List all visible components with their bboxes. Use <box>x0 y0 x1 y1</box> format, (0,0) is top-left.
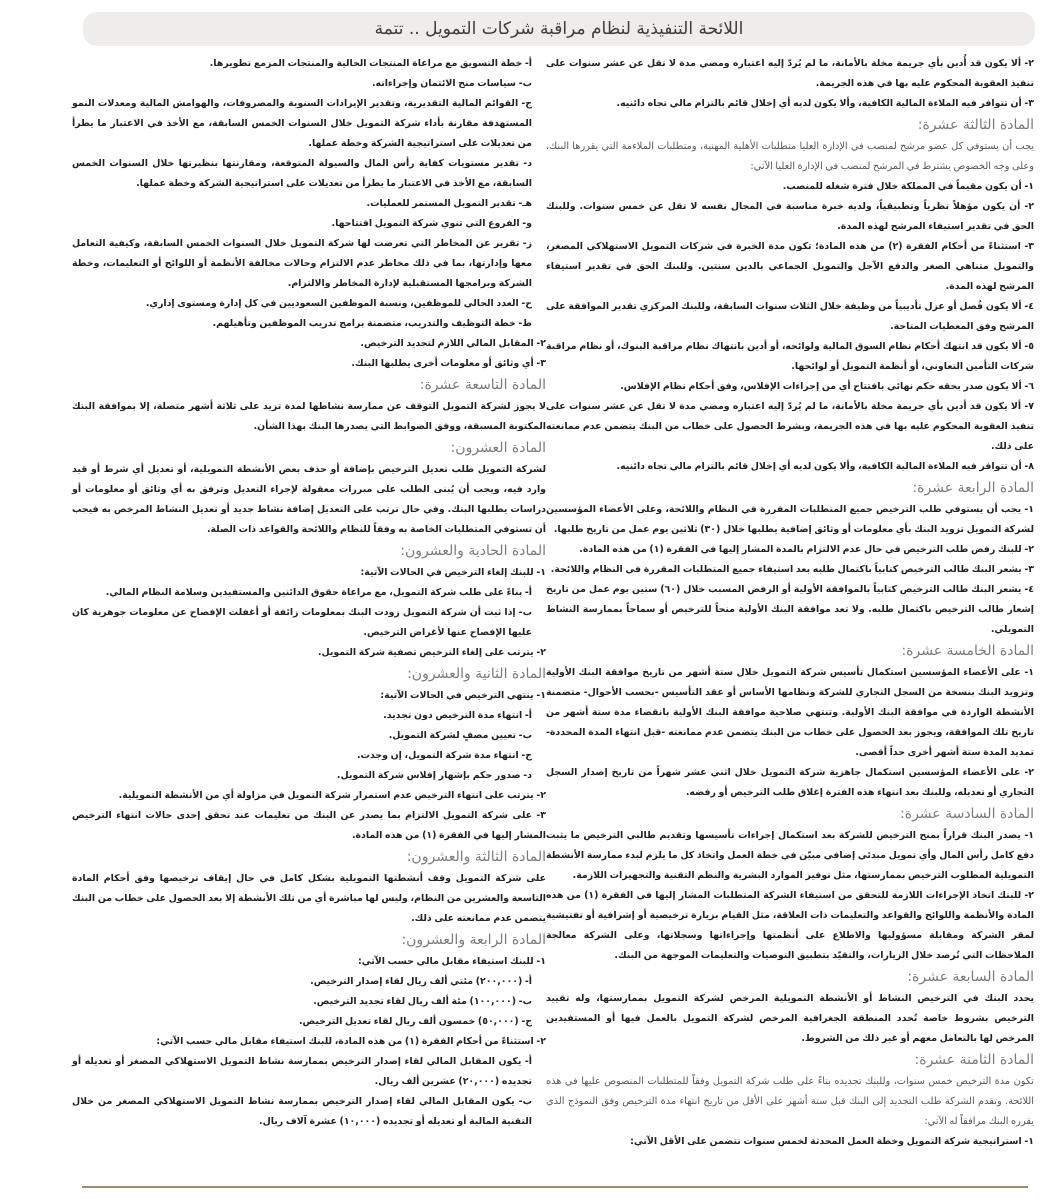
paragraph: ٤- ألا يكون فُصل أو عزل تأديبياً من وظيفة خلال الثلاث سنوات السابقة، وللبنك المركزي تقدير الموافقة على المرشح وفق المعطيات المتاحة. <box>546 301 1034 332</box>
paragraph: ١- يجب أن يستوفي طلب الترخيص جميع المتطلبات المقررة في النظام واللائحة، وعلى الأعضاء المؤسسين لشركة التمويل تزويد البنك بأي معلومات أو وثائق إضافية يطلبها خلال (٣٠) ثلاثين يوم عمل من تاريخ طلبها. <box>546 504 1034 535</box>
article-heading: المادة الخامسة عشرة: <box>901 643 1034 659</box>
paragraph: ٢- يترتب على إلغاء الترخيص تصفية شركة التمويل. <box>317 647 546 658</box>
sub-item: أ- (٢٠٠,٠٠٠) مئتي ألف ريال لقاء إصدار الترخيص. <box>310 976 532 987</box>
sub-item: أ- خطة التسويق مع مراعاة المنتجات الحالية والمنتجات المزمع تطويرها. <box>209 58 532 69</box>
page-title: اللائحة التنفيذية لنظام مراقبة شركات التمويل .. تتمة <box>374 19 744 39</box>
sub-item: أ- بناءً على طلب شركة التمويل، مع مراعاة حقوق الدائنين والمستفيدين وسلامة النظام المالي. <box>105 587 532 598</box>
sub-item: د- صدور حكم بإشهار إفلاس شركة التمويل. <box>336 770 532 781</box>
article-heading: المادة الثانية والعشرون: <box>407 666 546 682</box>
paragraph: ٣- على شركة التمويل الالتزام بما يصدر عن البنك من تعليمات عند تحقق إحدى حالات انتهاء الترخيص المشار إليها في الفقرة (١) من هذه المادة. <box>72 810 546 841</box>
article-heading: المادة السابعة عشرة: <box>907 969 1034 985</box>
paragraph: ٣- أي وثائق أو معلومات أخرى يطلبها البنك. <box>351 358 546 369</box>
page-title-bar <box>83 12 1035 46</box>
sub-item: ب- يكون المقابل المالي لقاء إصدار الترخيص بممارسة نشاط التمويل الاستهلاكي المصغر من خلال التقنية المالية أو تعديله أو تجديده (١٠,٠٠٠) عشرة آلاف ريال. <box>72 1096 532 1127</box>
paragraph: لشركة التمويل طلب تعديل الترخيص بإضافة أو حذف بعض الأنشطة التمويلية، أو تعديل أي شرط أو قيد وارد فيه، ويجب أن يُبنى الطلب على مبررات معقولة لإجراء التعديل وترفق به أي وثائق أو معلومات أو دراسات يطلبها البنك. وفي حال ترتب على التعديل إضافة نشاط جديد أو تعديل النشاط المرخص به فيجب أن تستوفي المتطلبات الخاصة به وفقاً للنظام واللائحة والقواعد ذات الصلة. <box>72 464 546 535</box>
sub-item: د- تقدير مستويات كفاية رأس المال والسيولة المتوقعة، ومقارنتها بنظيرتها خلال السنوات الخمس السابقة، مع الأخذ في الاعتبار ما يطرأ من تعديلات على استراتيجية الشركة وخطة عملها. <box>72 158 532 189</box>
article-heading: المادة الثالثة عشرة: <box>917 117 1034 133</box>
sub-item: ب- (١٠٠,٠٠٠) مئة ألف ريال لقاء تجديد الترخيص. <box>313 996 532 1007</box>
sub-item: ج- القوائم المالية التقديرية، وتقدير الإيرادات السنوية والمصروفات، والهوامش المالية ومعدلات النمو المستهدفة مقارنة بأداء شركة التمويل خلال السنوات الخمس السابقة، مع الأخذ في الاعتبار ما يطرأ من تعديلات على استراتيجية الشركة وخطة عملها. <box>72 98 532 149</box>
paragraph: ٣- استثناءً من أحكام الفقرة (٢) من هذه المادة؛ تكون مدة الخبرة في شركات التمويل الاستهلاكي المصغر، والتمويل متناهي الصغر والدفع الآجل والتمويل الجماعي بالدين سنتين. وللبنك الحق في تقدير استيفاء المرشح لهذه المدة. <box>546 241 1034 292</box>
paragraph: ٥- ألا يكون قد انتهك أحكام نظام السوق المالية ولوائحه، أو أدين بانتهاك نظام مراقبة البنوك، أو نظام مراقبة شركات التأمين التعاوني، أو أنظمة التمويل أو لوائحها. <box>546 341 1034 372</box>
paragraph: ١- يصدر البنك قراراً بمنح الترخيص للشركة بعد استكمال إجراءات تأسيسها وتقديم طالبي الترخيص ما يثبت دفع كامل رأس المال وأي تمويل مبدئي إضافي مبيّن في خطة العمل واتخاذ كل ما يلزم لبدء ممارسة الأنشطة التمويلية المطلوب الترخيص بممارستها، مثل توفير الموارد البشرية والنظم التقنية والتجهيزات اللازمة. <box>546 830 1034 881</box>
article-heading: المادة الحادية والعشرون: <box>400 543 546 559</box>
sub-item: ب- سياسات منح الائتمان وإجراءاته. <box>371 78 532 89</box>
paragraph: ١- للبنك إلغاء الترخيص في الحالات الآتية: <box>360 567 546 578</box>
paragraph: ٢- أن يكون مؤهلاً نظرياً وتطبيقياً، ولديه خبرة مناسبة في المجال نفسه لا تقل عن خمس سنوات. وللبنك الحق في تقدير استيفاء المرشح لهذه المدة. <box>546 201 1034 232</box>
paragraph: ٢- استثناءً من أحكام الفقرة (١) من هذه المادة، للبنك استيفاء مقابل مالي حسب الآتي: <box>156 1036 546 1047</box>
intro-paragraph: تكون مدة الترخيص خمس سنوات، وللبنك تجديده بناءً على طلب شركة التمويل وفقاً للمتطلبات المنصوص عليها في هذه اللائحة. وتقدم الشركة طلب التجديد إلى البنك قبل ستة أشهر على الأقل من تاريخ انتهاء مدة الترخيص وفق النموذج الذي يقرره البنك مرافقاً له الآتي: <box>546 1076 1034 1127</box>
paragraph: ١- للبنك استيفاء مقابل مالي حسب الآتي: <box>358 956 546 967</box>
paragraph: ٧- ألا يكون قد أدين بأي جريمة مخلة بالأمانة، ما لم يُردّ إليه اعتباره ومضي مدة لا تقل عن عشر سنوات على تنفيذ العقوبة المحكوم عليه بها في هذه الجريمة، وبشرط الحصول على خطاب من البنك يتضمن عدم ممانعته على ذلك. <box>546 401 1034 452</box>
paragraph: يحدد البنك في الترخيص النشاط أو الأنشطة التمويلية المرخص لشركة التمويل بممارستها، وله تقييد الترخيص بشروط خاصة تُحدد المنطقة الجغرافية المرخص لشركة التمويل بالعمل فيها أو المستفيدين المرخص لها بالتعامل معهم أو غير ذلك من الشروط. <box>546 993 1034 1044</box>
sub-item: ب- إذا ثبت أن شركة التمويل زودت البنك بمعلومات زائفة أو أغفلت الإفصاح عن معلومات جوهرية كان عليها الإفصاح عنها لأغراض الترخيص. <box>72 607 532 638</box>
paragraph: ٦- ألا يكون صدر بحقه حكم نهائي بافتتاح أي من إجراءات الإفلاس، وفق أحكام نظام الإفلاس. <box>620 381 1034 392</box>
article-heading: المادة الرابعة والعشرون: <box>401 932 546 948</box>
sub-item: ج- (٥٠,٠٠٠) خمسون ألف ريال لقاء تعديل الترخيص. <box>298 1016 532 1027</box>
article-heading: المادة العشرون: <box>450 440 546 456</box>
paragraph: ٢- على الأعضاء المؤسسين استكمال جاهزية شركة التمويل خلال اثني عشر شهراً من تاريخ إصدار السجل التجاري أو تعديله، وللبنك بعد انتهاء هذه الفترة إغلاق طلب الترخيص أو رفضه. <box>546 767 1034 798</box>
sub-item: و- الفروع التي تنوي شركة التمويل افتتاحها. <box>331 218 532 229</box>
paragraph: ٢- المقابل المالي اللازم لتجديد الترخيص. <box>360 338 546 349</box>
sub-item: ب- تعيين مصفٍ لشركة التمويل. <box>388 730 532 741</box>
sub-item: أ- انتهاء مدة الترخيص دون تجديد. <box>383 710 532 721</box>
paragraph: ٤- يشعر البنك طالب الترخيص كتابياً بالموافقة الأولية أو الرفض المسبب خلال (٦٠) ستين يوم عمل من تاريخ إشعار طالب الترخيص باكتمال طلبه. ولا تعد موافقة البنك الأولية منحاً للترخيص أو سماحاً بممارسة النشاط التمويلي. <box>546 584 1034 635</box>
sub-item: ج- انتهاء مدة شركة التمويل، إن وجدت. <box>356 750 532 761</box>
sub-item: ز- تقرير عن المخاطر التي تعرضت لها شركة التمويل خلال السنوات الخمس السابقة، وكيفية التعامل معها وإدارتها، بما في ذلك مخاطر عدم الالتزام وحالات مخالفة الأنظمة أو اللوائح أو التعليمات، وخطة الشركة وبرامجها المستقبلية لإدارة المخاطر والالتزام. <box>72 238 532 289</box>
paragraph: ٢- للبنك رفض طلب الترخيص في حال عدم الالتزام بالمدة المشار إليها في الفقرة (١) من هذه المادة. <box>579 544 1034 555</box>
paragraph: ١- ينتهي الترخيص في الحالات الآتية: <box>380 690 546 701</box>
paragraph: ٢- ألا يكون قد أُدين بأي جريمة مخلة بالأمانة، ما لم يُردّ إليه اعتباره ومضي مدة لا تقل عن عشر سنوات على تنفيذ العقوبة المحكوم عليه بها في هذه الجريمة. <box>546 58 1034 89</box>
paragraph: لا يجوز لشركة التمويل التوقف عن ممارسة نشاطها لمدة تزيد على ثلاثة أشهر متصلة، إلا بموافقة البنك المكتوبة المسبقة، ووفق الضوابط التي يصدرها البنك بهذا الشأن. <box>72 401 546 432</box>
left-column <box>72 54 546 1132</box>
intro-paragraph: يجب أن يستوفي كل عضو مرشح لمنصب في الإدارة العليا متطلبات الأهلية المهنية، ومتطلبات الملاءمة التي يقررها البنك، وعلى وجه الخصوص يشترط في المرشح لمنصب في الإدارة العليا الآتي: <box>546 141 1034 172</box>
paragraph: ٢- للبنك اتخاذ الإجراءات اللازمة للتحقق من استيفاء الشركة المتطلبات المشار إليها في الفقرة (١) من هذه المادة والأنظمة واللوائح والقواعد والتعليمات ذات العلاقة، مثل القيام بزيارة ترخيصية أو إشرافية أو تفتيشية لمقر الشركة ومقابلة مسؤوليها والاطلاع على أنظمتها وإجراءاتها وسجلاتها، وعلى الشركة معالجة الملاحظات التي تُرصد خلال الزيارات، والتقيّد بتطبيق التوصيات والتعليمات الموجهة من البنك. <box>546 890 1034 961</box>
sub-item: أ- يكون المقابل المالي لقاء إصدار الترخيص بممارسة نشاط التمويل الاستهلاكي المصغر أو تعديله أو تجديده (٢٠,٠٠٠) عشرين ألف ريال. <box>72 1056 532 1087</box>
paragraph: ١- استراتيجية شركة التمويل وخطة العمل المحدثة لخمس سنوات تتضمن على الأقل الآتي: <box>630 1136 1034 1147</box>
sub-item: هـ- تقدير التمويل المستمر للعمليات. <box>366 198 532 209</box>
paragraph: على شركة التمويل وقف أنشطتها التمويلية بشكل كامل في حال إيقاف ترخيصها وفق أحكام المادة التاسعة والعشرين من النظام، وليس لها مباشرة أي من تلك الأنشطة إلا بعد الحصول على خطاب من البنك يتضمن عدم ممانعته على ذلك. <box>72 873 546 924</box>
sub-item: ط- خطة التوظيف والتدريب، متضمنة برامج تدريب الموظفين وتأهيلهم. <box>212 318 532 329</box>
paragraph: ٣- أن تتوافر فيه الملاءة المالية الكافية، وألا يكون لديه أي إخلال قائم بالتزام مالي تجاه دائنيه. <box>616 98 1034 109</box>
sub-item: ح- العدد الحالي للموظفين، ونسبة الموظفين السعوديين في كل إدارة ومستوى إداري. <box>145 298 532 309</box>
paragraph: ٣- يشعر البنك طالب الترخيص كتابياً باكتمال طلبه بعد استيفاء جميع المتطلبات المقررة في النظام واللائحة. <box>550 564 1034 575</box>
article-heading: المادة الثالثة والعشرون: <box>406 849 546 865</box>
paragraph: ٢- يترتب على انتهاء الترخيص عدم استمرار شركة التمويل في مزاولة أي من الأنشطة التمويلية. <box>118 790 546 801</box>
right-column <box>546 54 1034 1152</box>
paragraph: ١- أن يكون مقيماً في المملكة خلال فترة شغله للمنصب. <box>782 181 1034 192</box>
article-heading: المادة السادسة عشرة: <box>900 806 1034 822</box>
article-heading: المادة الرابعة عشرة: <box>912 480 1034 496</box>
footer-divider <box>82 1186 1028 1188</box>
paragraph: ١- على الأعضاء المؤسسين استكمال تأسيس شركة التمويل خلال ستة أشهر من تاريخ موافقة البنك الأولية وتزويد البنك بنسخة من السجل التجاري للشركة ونظامها الأساس أو عقد التأسيس -بحسب الأحوال- متضمنة الأنشطة الواردة في موافقة البنك الأولية. وتنتهي صلاحية موافقة البنك الأولية بانقضاء مدة ستة أشهر من تاريخ تلك الموافقة، ويجوز بعد الحصول على خطاب من البنك يتضمن عدم ممانعته -قبل انتهاء المدة المحددة- تمديد المدة ستة أشهر أخرى حداً أقصى. <box>546 667 1034 758</box>
article-heading: المادة التاسعة عشرة: <box>419 377 546 393</box>
paragraph: ٨- أن تتوافر فيه الملاءة المالية الكافية، وألا يكون لديه أي إخلال قائم بالتزام مالي تجاه دائنيه. <box>616 461 1034 472</box>
article-heading: المادة الثامنة عشرة: <box>914 1052 1034 1068</box>
